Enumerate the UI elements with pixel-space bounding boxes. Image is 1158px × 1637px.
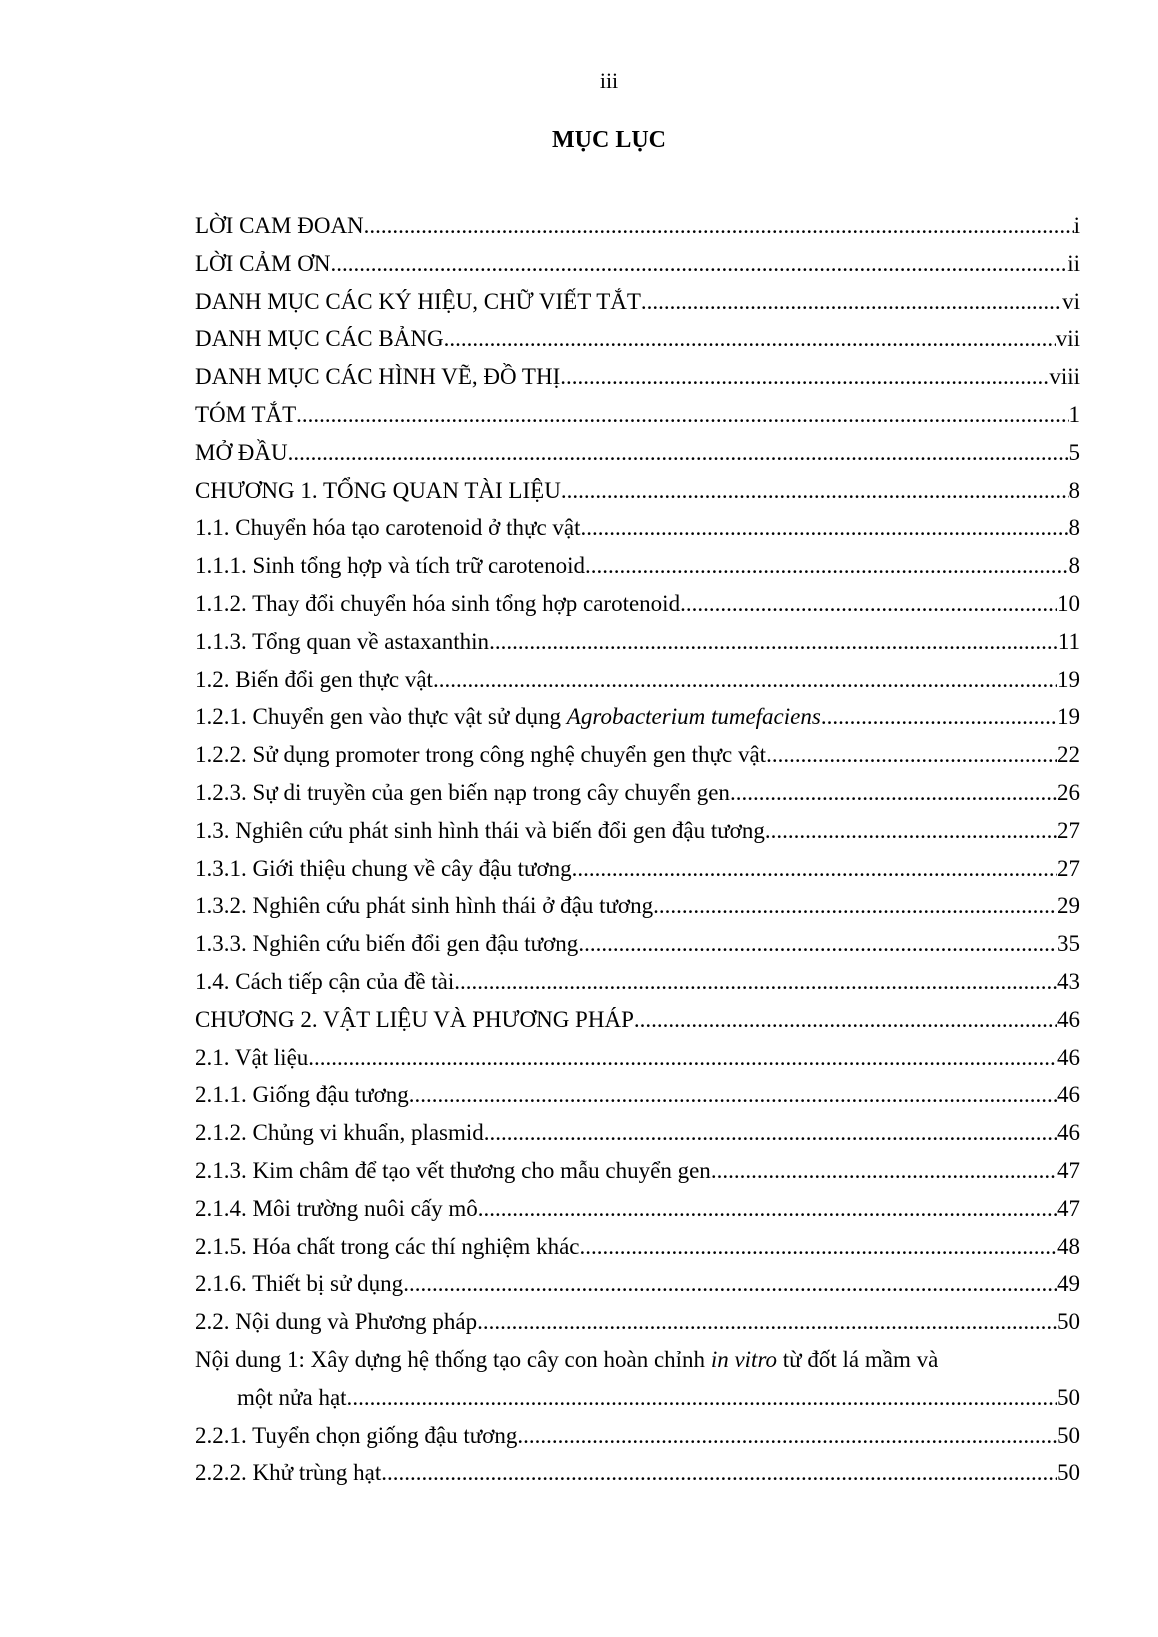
toc-entry-label: 1.1.2. Thay đổi chuyển hóa sinh tổng hợp carotenoid <box>195 590 681 616</box>
toc-leader-dots <box>403 1265 1057 1303</box>
toc-entry-label: 1.3.2. Nghiên cứu phát sinh hình thái ở đậu tương <box>195 893 654 919</box>
toc-leader-dots <box>580 1228 1058 1266</box>
toc-leader-dots <box>711 1152 1057 1190</box>
toc-entry-page: i <box>1073 213 1080 238</box>
toc-leader-dots <box>585 547 1068 585</box>
toc-entry-1-4[interactable] <box>195 963 1080 1001</box>
toc-entry-label-text: từ đốt lá mầm và <box>777 1346 939 1372</box>
toc-leader-dots <box>433 661 1057 699</box>
toc-entry-loi-cam-on[interactable] <box>195 245 1080 283</box>
toc-leader-dots <box>489 623 1058 661</box>
toc-entry-page: 11 <box>1057 628 1080 654</box>
toc-entry-page: 19 <box>1057 666 1080 692</box>
toc-entry-page: 27 <box>1057 855 1080 881</box>
toc-entry-page: 46 <box>1057 1082 1080 1108</box>
toc-entry-label: 2.1.1. Giống đậu tương <box>195 1082 409 1108</box>
toc-entry-page: 46 <box>1057 1006 1080 1032</box>
toc-entry-page: ii <box>1067 250 1080 276</box>
toc-entry-page: 46 <box>1057 1044 1080 1070</box>
toc-entry-page: 5 <box>1068 439 1080 465</box>
toc-entry-label: 1.2.3. Sự di truyền của gen biến nạp trong cây chuyển gen <box>195 779 730 805</box>
toc-leader-dots <box>409 1076 1057 1114</box>
toc-entry-page: viii <box>1049 364 1080 390</box>
toc-entry-label: 1.1.3. Tổng quan về astaxanthin <box>195 628 490 654</box>
toc-entry-1-3[interactable] <box>195 812 1080 850</box>
toc-leader-dots <box>352 1379 1057 1417</box>
toc-entry-label: 2.2. Nội dung và Phương pháp <box>195 1309 478 1335</box>
toc-entry-page: 50 <box>1057 1422 1080 1448</box>
toc-entry-page: 47 <box>1057 1195 1080 1221</box>
toc-leader-dots <box>680 585 1057 623</box>
toc-entry-label-text: 1.2.1. Chuyển gen vào thực vật sử dụng <box>195 704 567 730</box>
toc-leader-dots <box>821 698 1057 736</box>
toc-entry-label: 1.3.3. Nghiên cứu biến đổi gen đậu tương <box>195 931 579 957</box>
toc-entry-label-line1 <box>195 1341 1080 1379</box>
toc-entry-2-2[interactable] <box>195 1303 1080 1341</box>
toc-leader-dots <box>330 245 1067 283</box>
toc-entry-1-1[interactable] <box>195 509 1080 547</box>
toc-entry-page: 10 <box>1057 590 1080 616</box>
toc-entry-label: 2.1.5. Hóa chất trong các thí nghiệm khác <box>195 1233 580 1259</box>
toc-entry-1-2-2[interactable] <box>195 736 1080 774</box>
toc-entry-2-1[interactable] <box>195 1039 1080 1077</box>
toc-entry-1-3-1[interactable] <box>195 850 1080 888</box>
toc-leader-dots <box>634 1001 1057 1039</box>
toc-entry-page: 46 <box>1057 1120 1080 1146</box>
toc-leader-dots <box>381 1454 1057 1492</box>
toc-entry-page: 27 <box>1057 817 1080 843</box>
toc-entry-2-1-4[interactable] <box>195 1190 1080 1228</box>
toc-entry-danh-muc-ky-hieu[interactable] <box>195 283 1080 321</box>
toc-entry-label: 1.4. Cách tiếp cận của đề tài <box>195 968 455 994</box>
toc-entry-page: 48 <box>1057 1233 1080 1259</box>
toc-entry-page: 50 <box>1057 1460 1080 1486</box>
toc-entry-page: 50 <box>1057 1309 1080 1335</box>
toc-leader-dots <box>578 925 1057 963</box>
toc-entry-label-line2 <box>195 1379 1080 1417</box>
toc-leader-dots <box>454 963 1057 1001</box>
toc-entry-1-3-2[interactable] <box>195 887 1080 925</box>
toc-leader-dots <box>364 207 1074 245</box>
toc-leader-dots <box>765 812 1057 850</box>
toc-entry-page: 8 <box>1068 553 1080 579</box>
toc-entry-danh-muc-hinh[interactable] <box>195 358 1080 396</box>
toc-entry-label: một nửa hạt. <box>237 1384 353 1410</box>
toc-entry-page: 22 <box>1057 742 1080 768</box>
toc-leader-dots <box>766 736 1057 774</box>
toc-entry-2-1-5[interactable] <box>195 1228 1080 1266</box>
toc-entry-page: vi <box>1062 288 1080 314</box>
toc-entry-label: 2.1.6. Thiết bị sử dụng <box>195 1271 404 1297</box>
toc-entry-page: 43 <box>1057 968 1080 994</box>
toc-entry-page: 29 <box>1057 893 1080 919</box>
toc-leader-dots <box>288 434 1069 472</box>
toc-entry-1-1-3[interactable] <box>195 623 1080 661</box>
toc-entry-1-2-1[interactable] <box>195 698 1080 736</box>
toc-entry-label <box>195 698 821 736</box>
toc-entry-label: 1.1. Chuyển hóa tạo carotenoid ở thực vật <box>195 515 581 541</box>
toc-entry-label: 1.2. Biến đổi gen thực vật <box>195 666 433 692</box>
toc-leader-dots <box>653 887 1057 925</box>
toc-entry-page: 8 <box>1068 515 1080 541</box>
toc-entry-label-italic: in vitro <box>710 1346 778 1372</box>
page-number: iii <box>599 68 619 93</box>
toc-leader-dots <box>561 472 1069 510</box>
toc-entry-mo-dau[interactable] <box>195 434 1080 472</box>
table-of-contents <box>195 207 1080 1492</box>
toc-entry-label-italic: Agrobacterium tumefaciens <box>566 704 821 730</box>
toc-entry-chuong-1[interactable] <box>195 472 1080 510</box>
toc-entry-label: LỜI CẢM ƠN <box>195 250 331 276</box>
toc-leader-dots <box>296 396 1068 434</box>
toc-entry-label: CHƯƠNG 2. VẬT LIỆU VÀ PHƯƠNG PHÁP <box>195 1006 634 1032</box>
toc-entry-page: vii <box>1055 326 1080 352</box>
toc-entry-page: 19 <box>1057 704 1080 730</box>
toc-leader-dots <box>730 774 1057 812</box>
toc-entry-label: 2.2.2. Khử trùng hạt <box>195 1460 382 1486</box>
page-title: MỤC LỤC <box>552 127 666 153</box>
toc-entry-label: DANH MỤC CÁC KÝ HIỆU, CHỮ VIẾT TẮT <box>195 288 641 314</box>
toc-entry-2-1-1[interactable] <box>195 1076 1080 1114</box>
toc-leader-dots <box>572 850 1057 888</box>
toc-entry-1-1-1[interactable] <box>195 547 1080 585</box>
toc-entry-chuong-2[interactable] <box>195 1001 1080 1039</box>
toc-entry-page: 47 <box>1057 1157 1080 1183</box>
toc-entry-tom-tat[interactable] <box>195 396 1080 434</box>
toc-entry-2-1-6[interactable] <box>195 1265 1080 1303</box>
toc-leader-dots <box>308 1039 1057 1077</box>
toc-leader-dots <box>484 1114 1057 1152</box>
toc-entry-label: 2.1. Vật liệu <box>195 1044 309 1070</box>
toc-entry-label: 1.2.2. Sử dụng promoter trong công nghệ chuyển gen thực vật <box>195 742 767 768</box>
toc-entry-label: 1.1.1. Sinh tổng hợp và tích trữ carotenoid <box>195 553 586 579</box>
toc-entry-page: 50 <box>1057 1384 1080 1410</box>
toc-leader-dots <box>641 283 1062 321</box>
toc-entry-loi-cam-doan[interactable] <box>195 207 1080 245</box>
toc-entry-page: 8 <box>1068 477 1080 503</box>
toc-entry-label-text: Nội dung 1: Xây dựng hệ thống tạo cây con hoàn chỉnh <box>195 1346 711 1372</box>
toc-entry-noi-dung-1[interactable] <box>195 1341 1080 1417</box>
toc-leader-dots <box>444 320 1056 358</box>
toc-entry-label: TÓM TẮT <box>195 401 297 427</box>
toc-entry-page: 26 <box>1057 779 1080 805</box>
toc-entry-label: 1.3. Nghiên cứu phát sinh hình thái và biến đổi gen đậu tương <box>195 817 765 843</box>
toc-entry-danh-muc-bang[interactable] <box>195 320 1080 358</box>
toc-entry-label: DANH MỤC CÁC BẢNG <box>195 326 444 352</box>
toc-entry-label: DANH MỤC CÁC HÌNH VẼ, ĐỒ THỊ <box>195 364 561 390</box>
toc-entry-label: CHƯƠNG 1. TỔNG QUAN TÀI LIỆU <box>195 477 561 503</box>
toc-entry-2-2-1[interactable] <box>195 1417 1080 1455</box>
toc-entry-label: 1.3.1. Giới thiệu chung về cây đậu tương <box>195 855 572 881</box>
toc-leader-dots <box>560 358 1049 396</box>
toc-entry-2-2-2[interactable] <box>195 1454 1080 1492</box>
toc-entry-page: 35 <box>1057 931 1080 957</box>
toc-entry-label: 2.1.3. Kim châm để tạo vết thương cho mẫu chuyển gen <box>195 1157 711 1183</box>
toc-entry-1-2-3[interactable] <box>195 774 1080 812</box>
toc-entry-label: 2.1.2. Chủng vi khuẩn, plasmid <box>195 1120 484 1146</box>
toc-leader-dots <box>581 509 1069 547</box>
toc-leader-dots <box>478 1190 1057 1228</box>
toc-entry-2-1-2[interactable] <box>195 1114 1080 1152</box>
toc-entry-label: 2.2.1. Tuyển chọn giống đậu tương <box>195 1422 518 1448</box>
toc-entry-1-3-3[interactable] <box>195 925 1080 963</box>
toc-entry-label: MỞ ĐẦU <box>195 439 288 465</box>
toc-entry-2-1-3[interactable] <box>195 1152 1080 1190</box>
toc-entry-label: LỜI CAM ĐOAN <box>195 213 364 238</box>
toc-leader-dots <box>517 1417 1057 1455</box>
toc-entry-page: 1 <box>1068 401 1080 427</box>
toc-entry-label: 2.1.4. Môi trường nuôi cấy mô <box>195 1195 478 1221</box>
toc-entry-page: 49 <box>1057 1271 1080 1297</box>
toc-entry-1-1-2[interactable] <box>195 585 1080 623</box>
toc-leader-dots <box>477 1303 1057 1341</box>
toc-entry-1-2[interactable] <box>195 661 1080 699</box>
